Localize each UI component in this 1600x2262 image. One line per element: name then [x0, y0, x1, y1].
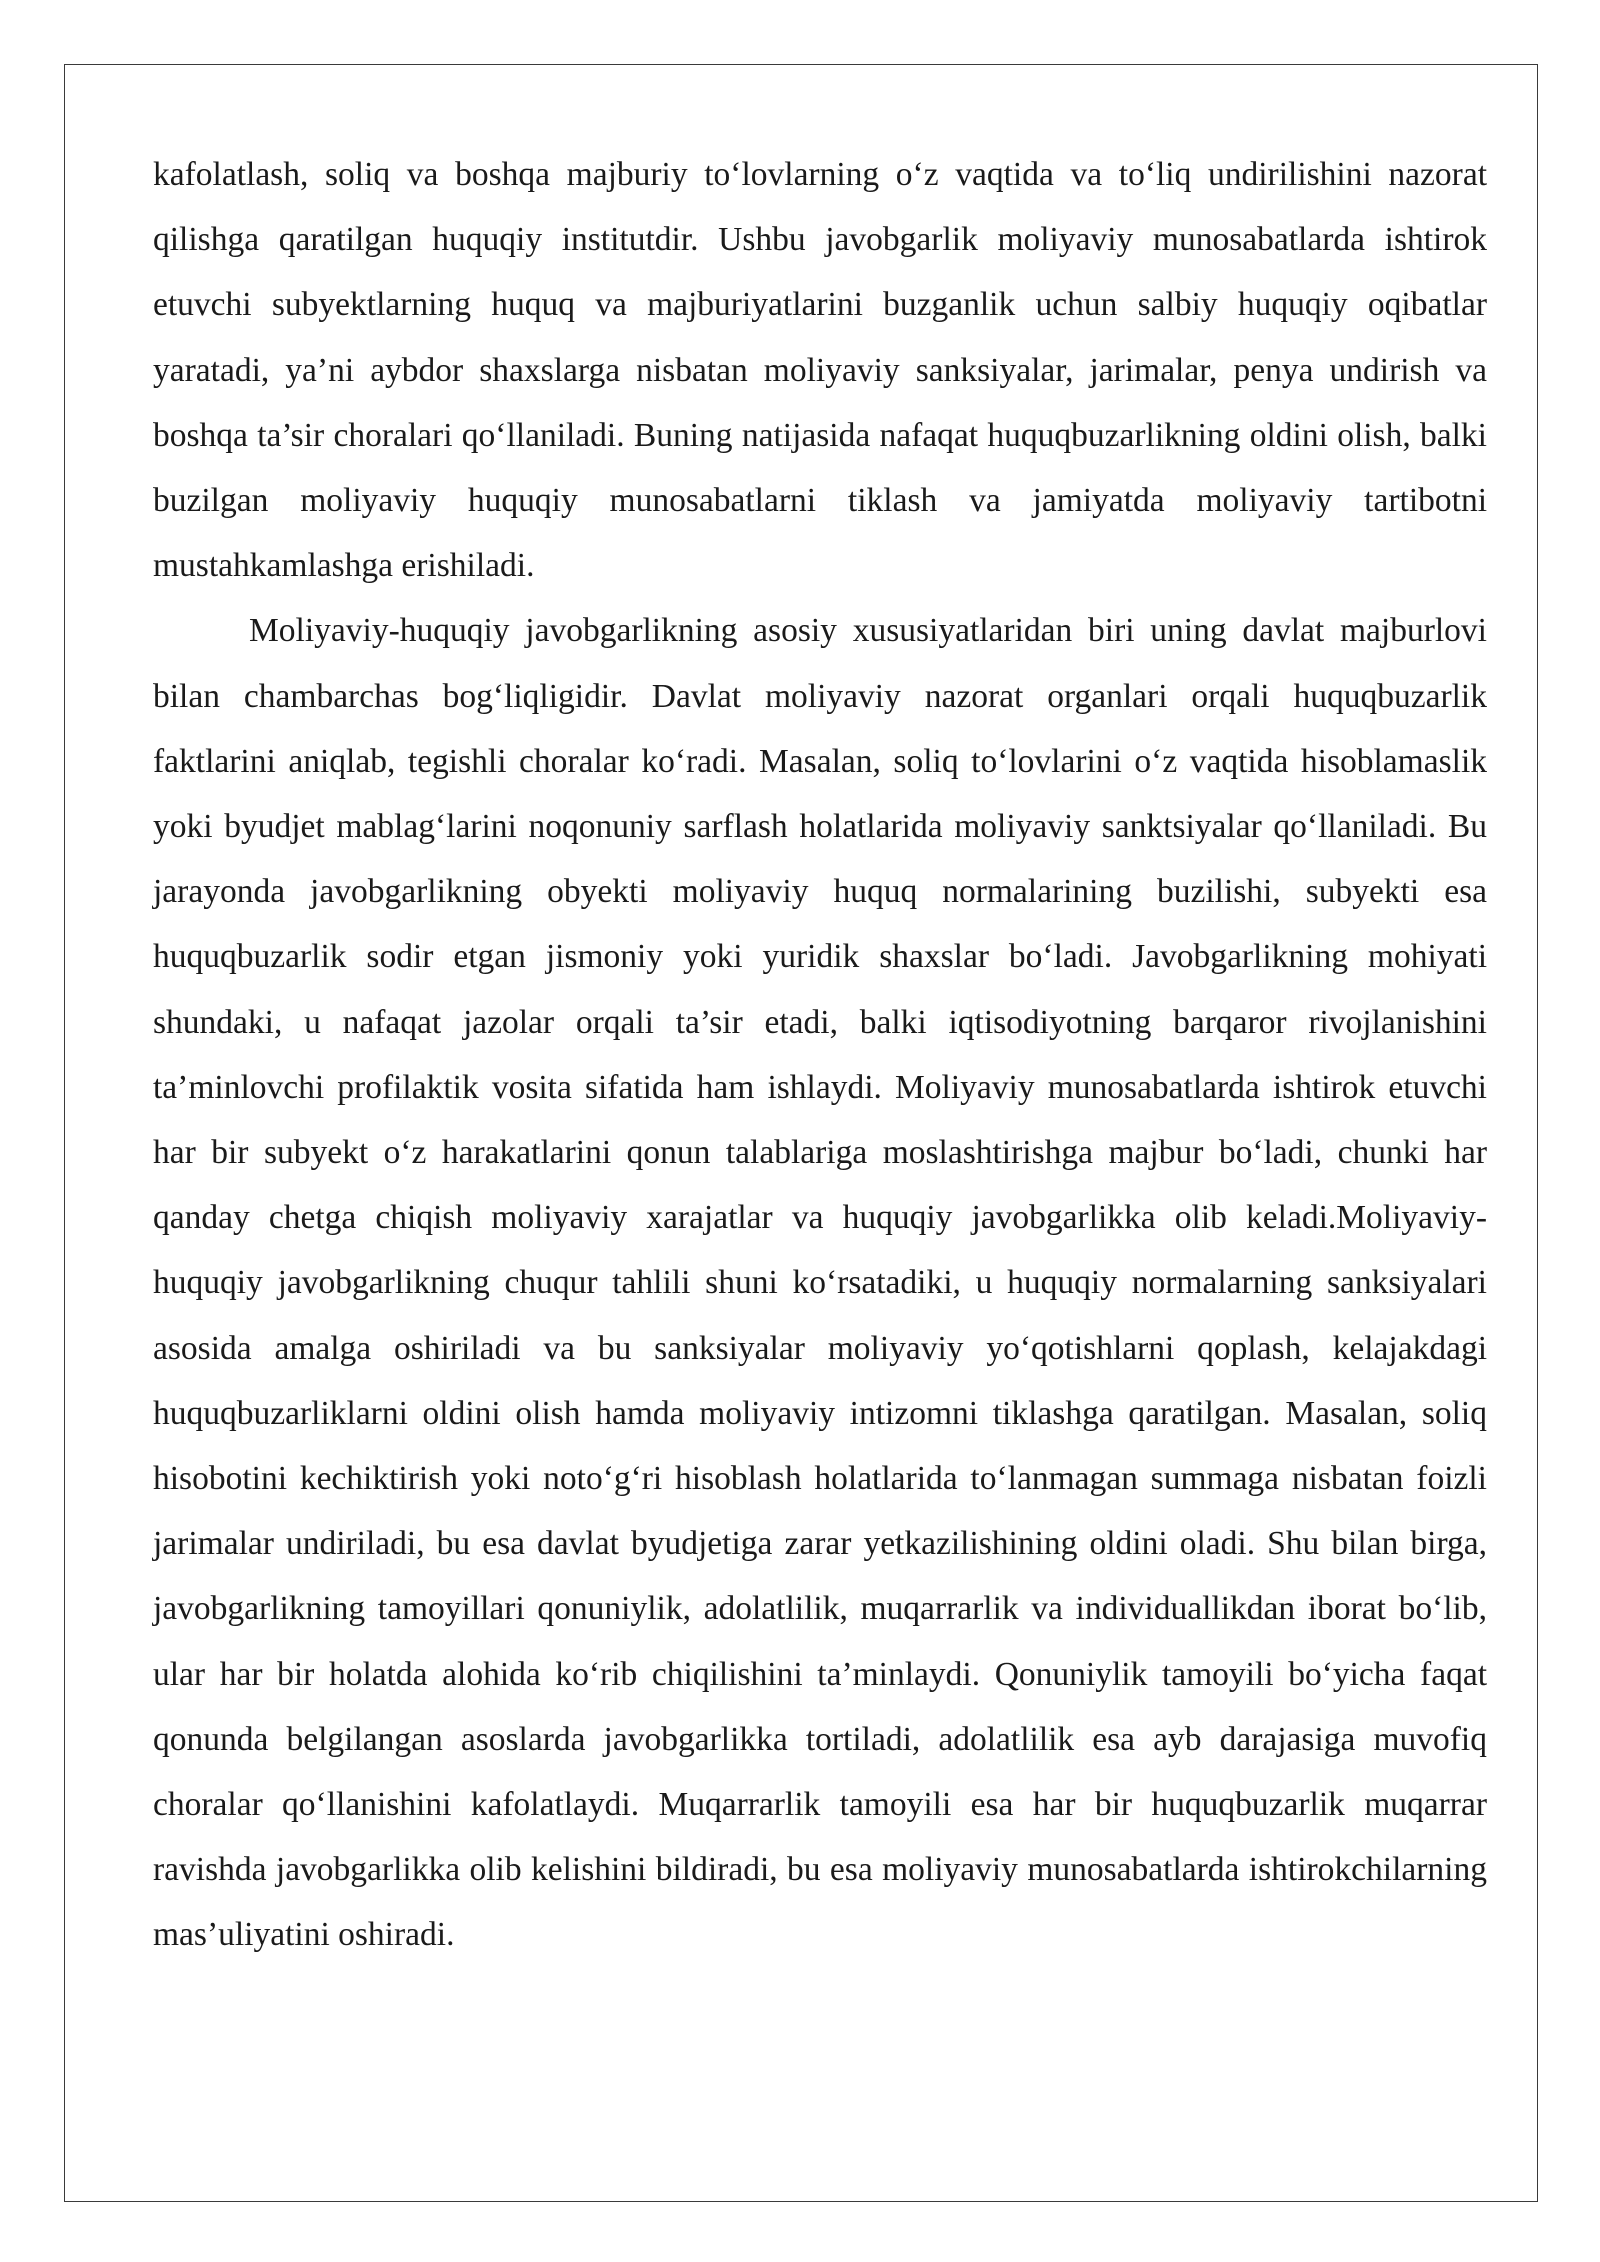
- document-body: [153, 142, 1487, 1968]
- paragraph-main: Moliyaviy-huquqiy javobgarlikning asosiy xususiyatlaridan biri uning davlat majburlovi bilan chambarchas bog‘liqligidir. Davlat moliyaviy nazorat organlari orqali huquqbuzarlik faktlarini aniqlab, tegishli choralar ko‘radi. Masalan, soliq to‘lovlarini o‘z vaqtida hisoblamaslik yoki byudjet mablag‘larini noqonuniy sarflash holatlarida moliyaviy sanktsiyalar qo‘llaniladi. Bu jarayonda javobgarlikning obyekti moliyaviy huquq normalarining buzilishi, subyekti esa huquqbuzarlik sodir etgan jismoniy yoki yuridik shaxslar bo‘ladi. Javobgarlikning mohiyati shundaki, u nafaqat jazolar orqali ta’sir etadi, balki iqtisodiyotning barqaror rivojlanishini ta’minlovchi profilaktik vosita sifatida ham ishlaydi. Moliyaviy munosabatlarda ishtirok etuvchi har bir subyekt o‘z harakatlarini qonun talablariga moslashtirishga majbur bo‘ladi, chunki har qanday chetga chiqish moliyaviy xarajatlar va huquqiy javobgarlikka olib keladi.Moliyaviy-huquqiy javobgarlikning chuqur tahlili shuni ko‘rsatadiki, u huquqiy normalarning sanksiyalari asosida amalga oshiriladi va bu sanksiyalar moliyaviy yo‘qotishlarni qoplash, kelajakdagi huquqbuzarliklarni oldini olish hamda moliyaviy intizomni tiklashga qaratilgan. Masalan, soliq hisobotini kechiktirish yoki noto‘g‘ri hisoblash holatlarida to‘lanmagan summaga nisbatan foizli jarimalar undiriladi, bu esa davlat byudjetiga zarar yetkazilishining oldini oladi. Shu bilan birga, javobgarlikning tamoyillari qonuniylik, adolatlilik, muqarrarlik va individuallikdan iborat bo‘lib, ular har bir holatda alohida ko‘rib chiqilishini ta’minlaydi. Qonuniylik tamoyili bo‘yicha faqat qonunda belgilangan asoslarda javobgarlikka tortiladi, adolatlilik esa ayb darajasiga muvofiq choralar qo‘llanishini kafolatlaydi. Muqarrarlik tamoyili esa har bir huquqbuzarlik muqarrar ravishda javobgarlikka olib kelishini bildiradi, bu esa moliyaviy munosabatlarda ishtirokchilarning mas’uliyatini oshiradi.: [153, 612, 1487, 1954]
- paragraph-continuation: kafolatlash, soliq va boshqa majburiy to‘lovlarning o‘z vaqtida va to‘liq undirilishini nazorat qilishga qaratilgan huquqiy institutdir. Ushbu javobgarlik moliyaviy munosabatlarda ishtirok etuvchi subyektlarning huquq va majburiyatlarini buzganlik uchun salbiy huquqiy oqibatlar yaratadi, ya’ni aybdor shaxslarga nisbatan moliyaviy sanksiyalar, jarimalar, penya undirish va boshqa ta’sir choralari qo‘llaniladi. Buning natijasida nafaqat huquqbuzarlikning oldini olish, balki buzilgan moliyaviy huquqiy munosabatlarni tiklash va jamiyatda moliyaviy tartibotni mustahkamlashga erishiladi.: [153, 156, 1487, 585]
